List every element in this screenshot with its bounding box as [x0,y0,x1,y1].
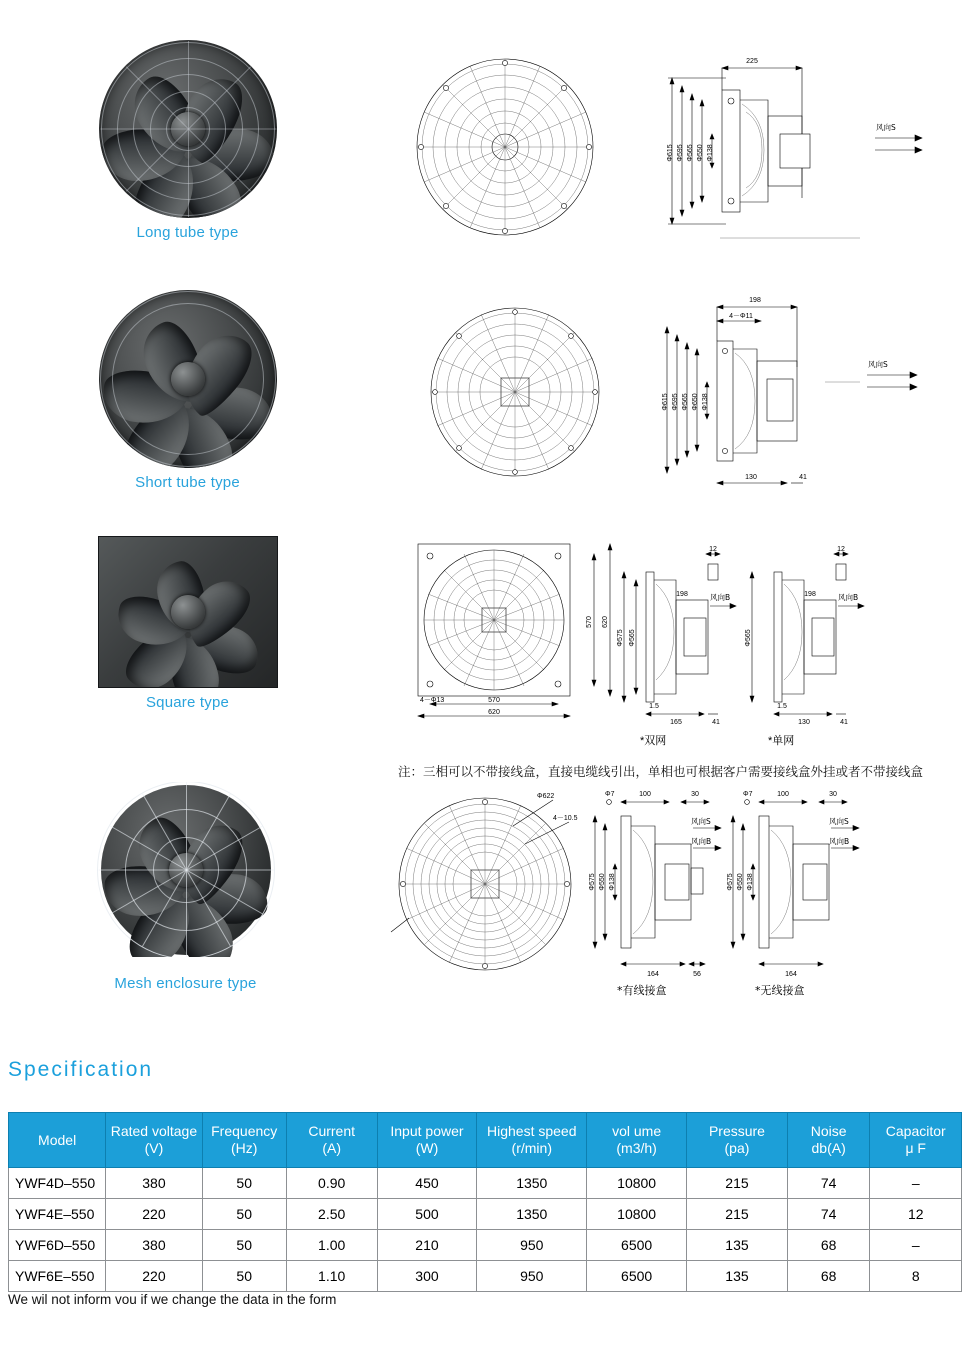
svg-text:风向B: 风向B [838,593,859,602]
col-highest-speed: Highest speed (r/min) [477,1113,587,1168]
cell-pressure: 135 [687,1230,788,1261]
svg-text:56: 56 [693,971,701,978]
cell-speed: 1350 [477,1199,587,1230]
svg-text:Φ550: Φ550 [697,144,704,162]
product-row-mesh [0,782,970,1022]
svg-text:风向S: 风向S [829,817,849,826]
product-photo-mesh [88,782,283,992]
side-view-long-tube [660,38,960,253]
svg-text:4－Φ13: 4－Φ13 [420,697,445,704]
svg-text:Φ615: Φ615 [662,393,669,411]
product-caption-square: Square type [145,694,230,711]
cell-voltage: 380 [106,1168,202,1199]
cell-volume: 10800 [587,1199,687,1230]
svg-text:Φ595: Φ595 [672,393,679,411]
view-label-dual: *双网 [640,735,667,747]
svg-text:164: 164 [785,971,797,978]
fan-photo-mesh [91,782,281,957]
svg-text:Φ615: Φ615 [667,144,674,162]
product-photo-short-tube [90,290,285,491]
side-view-square-dual [610,542,740,747]
cell-pressure: 135 [687,1261,788,1292]
svg-text:198: 198 [749,297,761,304]
product-row-long-tube [0,30,970,260]
cell-voltage: 220 [106,1199,202,1230]
svg-text:Φ575: Φ575 [617,629,624,647]
svg-text:Φ7: Φ7 [605,791,615,798]
front-view-long-tube [410,52,600,242]
cell-pressure: 215 [687,1199,788,1230]
cell-power: 450 [377,1168,477,1199]
svg-text:Φ138: Φ138 [747,873,754,891]
cell-voltage: 220 [106,1261,202,1292]
cell-volume: 10800 [587,1168,687,1199]
svg-text:风向B: 风向B [691,837,712,846]
product-photo-square [90,536,285,711]
table-row [9,1168,962,1199]
side-view-mesh-wired [585,782,725,997]
svg-text:Φ565: Φ565 [687,144,694,162]
front-view-short-tube [425,302,605,482]
cell-model: YWF6D–550 [9,1230,106,1261]
cell-noise: 74 [787,1168,870,1199]
airflow-label-short-tube: 风向S [868,360,888,369]
svg-text:Φ575: Φ575 [589,873,596,891]
cell-speed: 950 [477,1230,587,1261]
product-row-square [0,528,970,778]
cell-model: YWF4E–550 [9,1199,106,1230]
col-noise: Noise db(A) [787,1113,870,1168]
front-view-square [398,532,638,722]
svg-text:130: 130 [745,474,757,481]
product-photo-long-tube [90,40,285,241]
cell-volume: 6500 [587,1261,687,1292]
svg-text:Φ565: Φ565 [629,629,636,647]
installation-note: 注：三相可以不带接线盒，直接电缆线引出，单相也可根据客户需要接线盒外挂或者不带接线盒 [398,764,924,779]
svg-text:Φ575: Φ575 [727,873,734,891]
cell-current: 1.10 [286,1261,377,1292]
svg-text:570: 570 [488,697,500,704]
svg-text:41: 41 [799,474,807,481]
view-label-single: *单网 [768,735,795,747]
table-row [9,1261,962,1292]
cell-noise: 68 [787,1230,870,1261]
svg-text:165: 165 [670,719,682,726]
svg-text:风向B: 风向B [829,837,850,846]
table-row [9,1230,962,1261]
svg-text:Φ595: Φ595 [677,144,684,162]
svg-text:570: 570 [586,616,593,628]
svg-text:Φ622: Φ622 [537,793,555,800]
cell-capacitor: 8 [870,1261,962,1292]
svg-text:1.5: 1.5 [777,703,787,710]
cell-model: YWF6E–550 [9,1261,106,1292]
fan-photo-round-2 [99,290,277,468]
cell-current: 1.00 [286,1230,377,1261]
view-label-wired: *有线接盒 [617,984,667,997]
svg-text:30: 30 [829,791,837,798]
cell-current: 0.90 [286,1168,377,1199]
svg-text:130: 130 [798,719,810,726]
specification-table [8,1112,962,1292]
cell-frequency: 50 [202,1230,286,1261]
cell-frequency: 50 [202,1261,286,1292]
col-frequency: Frequency (Hz) [202,1113,286,1168]
cell-capacitor: – [870,1168,962,1199]
col-rated-voltage: Rated voltage (V) [106,1113,202,1168]
cell-power: 500 [377,1199,477,1230]
svg-text:Φ565: Φ565 [682,393,689,411]
svg-text:Φ138: Φ138 [702,393,709,411]
svg-text:Φ138: Φ138 [609,873,616,891]
fan-photo-square [98,536,278,688]
svg-text:12: 12 [709,546,717,553]
col-current: Current (A) [286,1113,377,1168]
cell-power: 210 [377,1230,477,1261]
cell-voltage: 380 [106,1230,202,1261]
col-volume: vol ume (m3/h) [587,1113,687,1168]
svg-text:620: 620 [488,709,500,716]
cell-capacitor: – [870,1230,962,1261]
cell-speed: 1350 [477,1168,587,1199]
svg-text:1.5: 1.5 [649,703,659,710]
svg-text:Φ565: Φ565 [745,629,752,647]
svg-text:12: 12 [837,546,845,553]
col-input-power: Input power (W) [377,1113,477,1168]
svg-text:30: 30 [691,791,699,798]
svg-text:风向B: 风向B [710,593,731,602]
product-caption-mesh: Mesh enclosure type [114,975,257,992]
side-view-short-tube [655,287,960,502]
svg-text:100: 100 [639,791,651,798]
table-footnote: We wil not inform vou if we change the data in the form [8,1292,337,1307]
table-row [9,1199,962,1230]
svg-text:Φ550: Φ550 [599,873,606,891]
cell-frequency: 50 [202,1168,286,1199]
cell-noise: 74 [787,1199,870,1230]
side-view-square-single [738,542,868,747]
cell-volume: 6500 [587,1230,687,1261]
view-label-wireless: *无线接盒 [755,984,805,997]
cell-capacitor: 12 [870,1199,962,1230]
svg-text:198: 198 [804,591,816,598]
col-capacitor: Capacitor μ F [870,1113,962,1168]
svg-text:4－Φ11: 4－Φ11 [729,313,753,320]
svg-text:620: 620 [602,616,609,628]
fan-photo-round [99,40,277,218]
svg-text:41: 41 [712,719,720,726]
col-model: Model [9,1113,106,1168]
svg-text:Φ650: Φ650 [692,393,699,411]
svg-text:Φ7: Φ7 [743,791,753,798]
svg-text:100: 100 [777,791,789,798]
svg-text:Φ550: Φ550 [737,873,744,891]
svg-text:41: 41 [840,719,848,726]
side-view-mesh-wireless [723,782,863,997]
front-view-mesh [385,792,585,982]
table-header-row [9,1113,962,1168]
svg-text:风向S: 风向S [691,817,711,826]
cell-current: 2.50 [286,1199,377,1230]
col-pressure: Pressure (pa) [687,1113,788,1168]
cell-model: YWF4D–550 [9,1168,106,1199]
svg-text:198: 198 [676,591,688,598]
cell-pressure: 215 [687,1168,788,1199]
cell-speed: 950 [477,1261,587,1292]
cell-frequency: 50 [202,1199,286,1230]
product-row-short-tube [0,282,970,512]
airflow-label-long-tube: 风向S [876,123,896,132]
specification-title: Specification [8,1058,154,1081]
cell-power: 300 [377,1261,477,1292]
svg-text:Φ138: Φ138 [707,144,714,162]
svg-text:225: 225 [746,58,758,65]
svg-text:164: 164 [647,971,659,978]
product-caption-short-tube: Short tube type [135,474,240,491]
product-caption-long-tube: Long tube type [136,224,239,241]
svg-text:4－10.5: 4－10.5 [553,815,578,822]
cell-noise: 68 [787,1261,870,1292]
